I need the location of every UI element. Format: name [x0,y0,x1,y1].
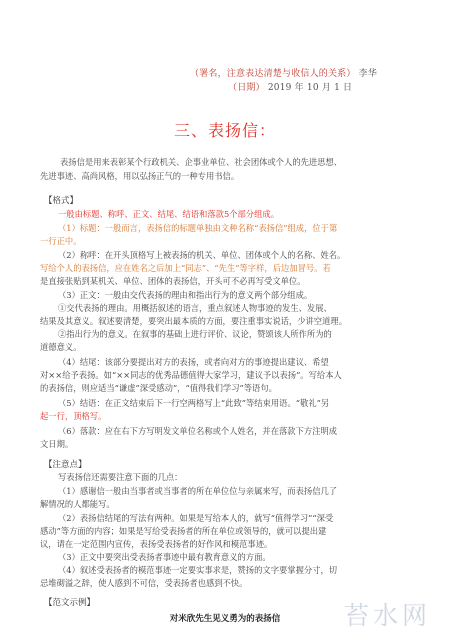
format-item-3-line-5: 道德意义。 [40,342,82,352]
date-line [228,80,352,93]
format-heading: 【格式】 [44,196,79,206]
format-item-5-line-1: （5）结语：在正文结束后下一行空两格写上“此致”等结束用语。“敬礼”另 [58,398,330,408]
format-item-6-line-1: （6）落款：应在右下方写明发文单位名称或个人姓名，并在落款下方注明成 [58,426,338,436]
example-caption: 对米欣先生见义勇为的表扬信 [169,614,281,624]
format-summary: 一般由标题、称呼、正文、结尾、结语和落款5个部分组成。 [58,209,279,219]
format-item-1-line-2: 一行正中。 [40,236,82,246]
format-item-5-line-2: 起一行，顶格写。 [40,411,107,421]
notes-item-1-line-1: （1）感谢信一般由当事者或当事者的所在单位位与亲属来写，而表扬信几了 [58,486,338,496]
intro-line-2: 先进事迹、高尚风格，用以弘扬正气的一种专用书信。 [40,171,240,181]
notes-item-2-line-2: 感动”等方面的内容；如果是写给受表扬者的所在单位或领导的，就可以提出建 [40,526,327,536]
format-item-2-line-3: 是直接张贴到某机关、单位、团体的表扬信，开头可不必再写受文单位。 [40,276,306,286]
example-heading: 【范文示例】 [44,598,96,608]
date-note: （日期） [228,83,265,93]
watermark-logo: 苔水网 [344,601,432,630]
format-item-4-line-2: 对××给予表扬。如“××同志的优秀品德值得大家学习，建议予以表扬”。写给本人 [40,370,342,380]
format-item-4-line-1: （4）结尾：该部分要提出对方的表扬，或者向对方的事迹提出建议、希望 [58,357,329,367]
notes-item-2-line-1: （2）表扬信结尾的写法有两种。如果是写给本人的，就写“值得学习”“深受 [58,513,334,523]
format-item-1-line-1: （1）标题：一般而言，表扬信的标题单独由文种名称“表扬信”组成，位于第 [58,223,338,233]
format-item-3-line-3: 结果及其意义。叙述要清楚，要突出最本质的方面，要注重事实说话，少讲空道理。 [40,316,347,326]
notes-item-4-line-2: 忌堆砌溢之辞，使人感到不可信，受表扬者也感到不快。 [40,578,248,588]
date-value: 2019 年 10 月 1 日 [267,83,353,93]
format-item-6-line-2: 文日期。 [40,439,74,449]
format-item-3-line-2: ①交代表扬的理由。用概括叙述的语言，重点叙述人物事迹的发生、发展、 [58,303,332,313]
notes-item-2-line-3: 议，请在一定范围内宣传，表扬受表扬者的好作风和模范事迹。 [40,539,273,549]
section-title: 三、表扬信： [173,121,276,140]
format-item-2-line-1: （2）称呼：在开头顶格写上被表扬的机关、单位、团体或个人的名称、姓名。 [58,250,346,260]
format-item-3-line-4: ②指出行为的意义。在叙事的基础上进行评价、议论，赞颂该人所作所为的 [58,329,332,339]
notes-item-4-line-1: （4）叙述受表扬者的模范事迹一定要实事求是，赞扬的文字要掌握分寸，切 [58,565,338,575]
format-item-4-line-3: 的表扬信，则应适当“谦虚”深受感动”，“值得我们学习”等语句。 [40,383,277,393]
notes-heading: 【注意点】 [44,460,87,470]
notes-item-1-line-2: 解情况的人都能写。 [40,499,115,509]
notes-intro: 写表扬信还需要注意下面的几点： [58,472,183,482]
intro-line-1: 表扬信是用来表彰某个行政机关、企事业单位、社会团体或个人的先进思想、 [60,157,343,167]
signature-line [190,66,377,79]
notes-item-3-line-1: （3）正文中要突出受表扬者事迹中最有教育意义的方面。 [58,552,271,562]
signature-note: （署名，注意表达清楚与收信人的关系） [190,69,356,79]
signature-name: 李华 [358,69,378,79]
format-item-3-line-1: （3）正文：一般由交代表扬的理由和指出行为的意义两个部分组成。 [58,290,313,300]
format-item-2-line-2: 写给个人的表扬信，应在姓名之后加上“同志”、“先生”等字样，后边加冒号。若 [40,263,331,273]
